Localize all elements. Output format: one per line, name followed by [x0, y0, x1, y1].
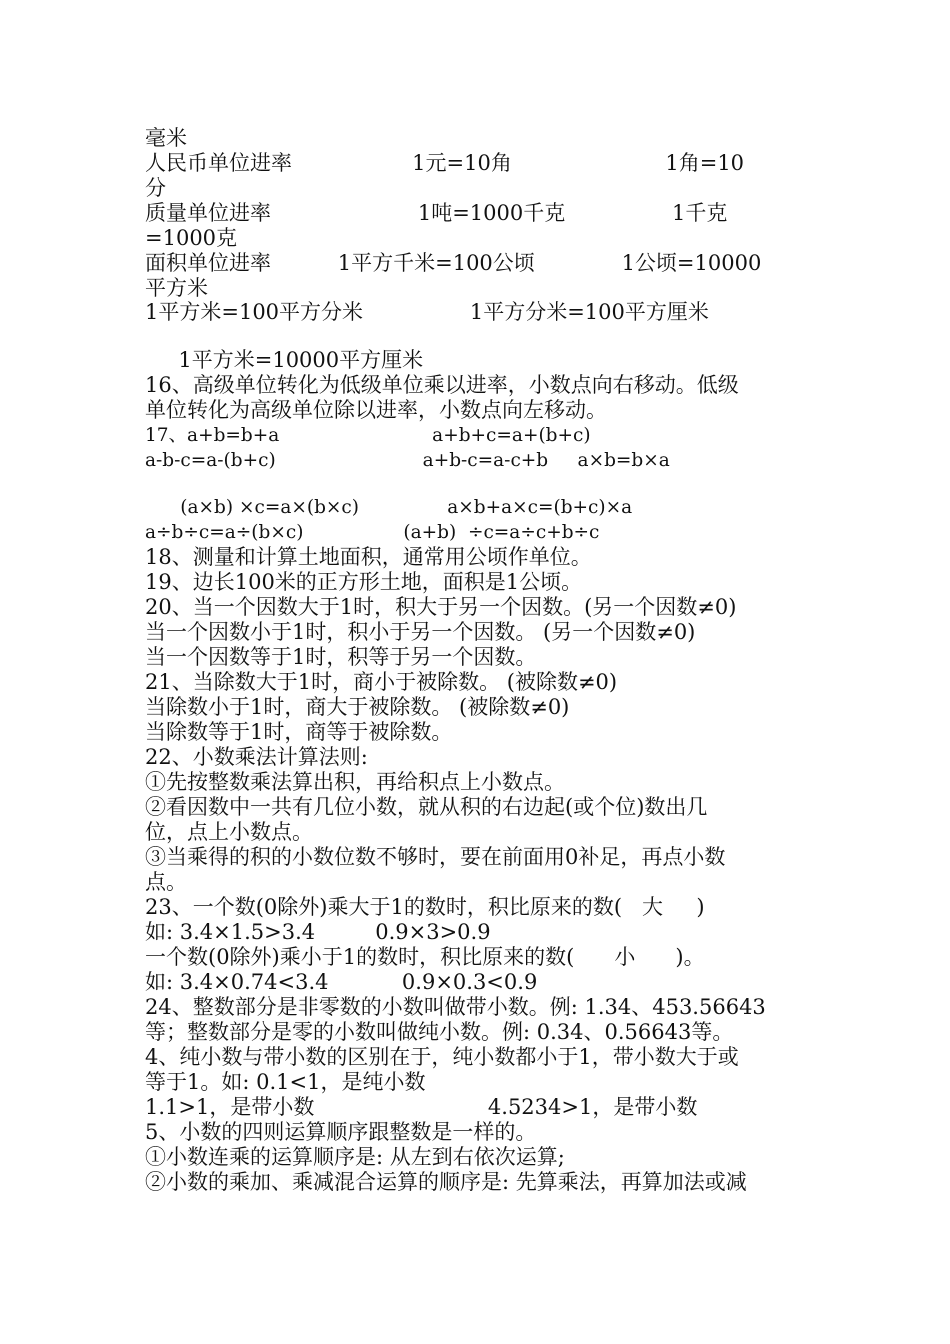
text-line: 分	[145, 176, 166, 200]
text-line: 19、边长100米的正方形土地，面积是1公顷。	[145, 570, 583, 594]
text-line: 24、整数部分是非零数的小数叫做带小数。例: 1.34、453.56643	[145, 995, 766, 1019]
text-line: 毫米	[145, 126, 187, 150]
text-line: 一个数(0除外)乘小于1的数时，积比原来的数( 小 )。	[145, 945, 705, 969]
text-line: =1000克	[145, 226, 238, 250]
document-page	[145, 0, 810, 1344]
text-line: 等；整数部分是零的小数叫做纯小数。例: 0.34、0.56643等。	[145, 1020, 734, 1044]
text-line: 17、a+b=b+a a+b+c=a+(b+c)	[145, 425, 591, 446]
text-line: ②看因数中一共有几位小数，就从积的右边起(或个位)数出几	[145, 795, 708, 819]
text-line: 16、高级单位转化为低级单位乘以进率，小数点向右移动。低级	[145, 373, 739, 397]
text-line: (a×b) ×c=a×(b×c) a×b+a×c=(b+c)×a	[145, 497, 633, 518]
text-line: 如: 3.4×1.5>3.4 0.9×3>0.9	[145, 920, 491, 944]
text-line: 当一个因数小于1时，积小于另一个因数。 (另一个因数≠0)	[145, 620, 696, 644]
text-line: 等于1。如: 0.1<1，是纯小数	[145, 1070, 426, 1094]
text-line: ①先按整数乘法算出积，再给积点上小数点。	[145, 770, 565, 794]
text-line: 当一个因数等于1时，积等于另一个因数。	[145, 645, 537, 669]
text-line: 位，点上小数点。	[145, 820, 313, 844]
text-line: a÷b÷c=a÷(b×c) (a+b) ÷c=a÷c+b÷c	[145, 522, 600, 543]
text-line: 如: 3.4×0.74<3.4 0.9×0.3<0.9	[145, 970, 538, 994]
text-line: a-b-c=a-(b+c) a+b-c=a-c+b a×b=b×a	[145, 450, 670, 471]
text-line: 1.1>1，是带小数 4.5234>1，是带小数	[145, 1095, 698, 1119]
text-line: 质量单位进率 1吨=1000千克 1千克	[145, 201, 728, 225]
text-line: 面积单位进率 1平方千米=100公顷 1公顷=10000	[145, 251, 762, 275]
text-line: 4、纯小数与带小数的区别在于，纯小数都小于1，带小数大于或	[145, 1045, 739, 1069]
text-line: 点。	[145, 870, 187, 894]
text-line: ③当乘得的积的小数位数不够时，要在前面用0补足，再点小数	[145, 845, 726, 869]
text-line: 22、小数乘法计算法则:	[145, 745, 368, 769]
text-line: 单位转化为高级单位除以进率，小数点向左移动。	[145, 398, 607, 422]
text-line: 当除数小于1时，商大于被除数。 (被除数≠0)	[145, 695, 570, 719]
text-line: 人民币单位进率 1元=10角 1角=10	[145, 151, 745, 175]
text-line: 5、小数的四则运算顺序跟整数是一样的。	[145, 1120, 537, 1144]
text-line: 1平方米=10000平方厘米	[145, 348, 424, 372]
text-line: 21、当除数大于1时，商小于被除数。 (被除数≠0)	[145, 670, 618, 694]
text-line: 当除数等于1时，商等于被除数。	[145, 720, 453, 744]
text-line: 18、测量和计算土地面积，通常用公顷作单位。	[145, 545, 592, 569]
text-line: 23、一个数(0除外)乘大于1的数时，积比原来的数( 大 )	[145, 895, 705, 919]
text-line: 平方米	[145, 276, 208, 300]
text-line: 20、当一个因数大于1时，积大于另一个因数。(另一个因数≠0)	[145, 595, 737, 619]
text-line: ①小数连乘的运算顺序是: 从左到右依次运算;	[145, 1145, 565, 1169]
text-line: ②小数的乘加、乘减混合运算的顺序是: 先算乘法，再算加法或减	[145, 1170, 747, 1194]
text-line: 1平方米=100平方分米 1平方分米=100平方厘米	[145, 300, 709, 324]
